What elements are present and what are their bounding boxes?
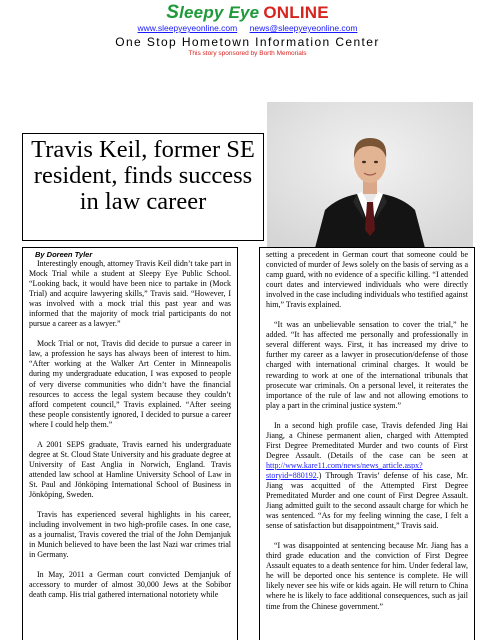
paragraph-text: .) Through Travis’ defense of his case, Mr. Jiang was acquitted of the Attempted First Degree Premeditated Murder and one count of First Degree Assault. Jiang admitted guilt to the second assault charge for which he was sentenced. “As for my feeling winning the case, I felt a sense of satisfaction but disappointment,” Travis said.: [266, 470, 468, 531]
paragraph-text: In a second high profile case, Travis defended Jing Hai Jiang, a Chinese permanent alien, charged with Attempted First Degree Premeditated Murder and two counts of First Degree Assault. (Details of the case can be seen at: [266, 420, 468, 460]
paragraph: “It was an unbelievable sensation to cover the trial,” he added. “It has affected me personally and professionally in several different ways. First, it has increased my drive to further my career as a lawyer in prosecution/defense of those charged with international criminal charges. It would be rewarding to work at one of the international tribunals that prosecute war criminals. On a personal level, it reiterates the importance of the rule of law and not allowing emotions to play a part in the criminal justice system.”: [266, 320, 468, 410]
tagline: One Stop Hometown Information Center: [115, 35, 380, 49]
logo-initial: S: [166, 2, 180, 23]
website-link[interactable]: www.sleepyeyeonline.com: [137, 23, 238, 33]
paragraph: Travis has experienced several highlights in his career, including involvement in two high-profile cases. In one case, as a journalist, Travis covered the trial of the John Demjanjuk in Munich believed to have been the last Nazi war crimes trial in Germany.: [29, 510, 231, 560]
portrait-photo: [267, 102, 473, 248]
paragraph: In May, 2011 a German court convicted Demjanjuk of accessory to murder of almost 30,000 Jews at the Sobibor death camp. His trial gathered international notoriety while: [29, 570, 231, 600]
email-link[interactable]: news@sleepyeyeonline.com: [249, 23, 358, 33]
paragraph: Mock Trial or not, Travis did decide to pursue a career in law, a profession he says has always been of interest to him. “After working at the Walker Art Center in Minneapolis during my undergraduate education, I was exposed to people of very diverse communities who didn’t have the financial resources to access the legal system because they couldn’t afford competent council,” Travis explained. “After seeing these people consistently ignored, I decided to pursue a career where I could help them.”: [29, 339, 231, 429]
article-headline: Travis Keil, former SE resident, finds success in law career: [31, 136, 255, 215]
paragraph: A 2001 SEPS graduate, Travis earned his undergraduate degree at St. Cloud State University and his graduate degree at University of East Anglia in Norwich, England. Travis attended law school at Hamline University School of Law in St. Paul and Jönköping International School of Business in Jönköping, Sweden.: [29, 439, 231, 499]
sponsor-line: This story sponsored by Borth Memorials: [188, 50, 307, 57]
logo-online: ONLINE: [263, 3, 329, 22]
logo-name: leepy Eye: [179, 3, 260, 22]
paragraph: [266, 421, 468, 532]
site-logo[interactable]: [0, 3, 495, 23]
paragraph: Interestingly enough, attorney Travis Keil didn’t take part in Mock Trial while a student at Sleepy Eye Public School. “Looking back, it would have been nice to partake in (Mock Trial) and acquire lawyering skills,” Travis said. “However, I was involved with a mock trial this past year and was informed that the majority of mock trial participants do not pursue a career as a lawyer.”: [29, 259, 231, 329]
masthead-links: [0, 23, 495, 34]
masthead: [0, 0, 495, 58]
portrait-illustration: [267, 102, 473, 248]
article-body: [22, 247, 475, 640]
headline-box: [22, 133, 264, 241]
paragraph: “I was disappointed at sentencing because Mr. Jiang has a third grade education and the conviction of First Degree Assault equates to a death sentence for him. Under federal law, he will be deported once his sentence is complete. He will likely never see his wife or kids again. He will return to China where he is likely to face additional consequences, such as jail time from the Chinese government.”: [266, 541, 468, 611]
paragraph: setting a precedent in German court that someone could be convicted of murder of Jews solely on the basis of serving as a camp guard, with no evidence of a specific killing. “I attended court dates and interviewed individuals who were directly involved in the case including individuals who testified against him,” Travis explained.: [266, 250, 468, 310]
article-column-right: [259, 247, 475, 640]
article-column-left: [22, 247, 238, 640]
story-link[interactable]: http://www.kare11.com/news/news_article.aspx?storyid=880192: [266, 460, 423, 480]
byline: By Doreen Tyler: [35, 250, 93, 259]
